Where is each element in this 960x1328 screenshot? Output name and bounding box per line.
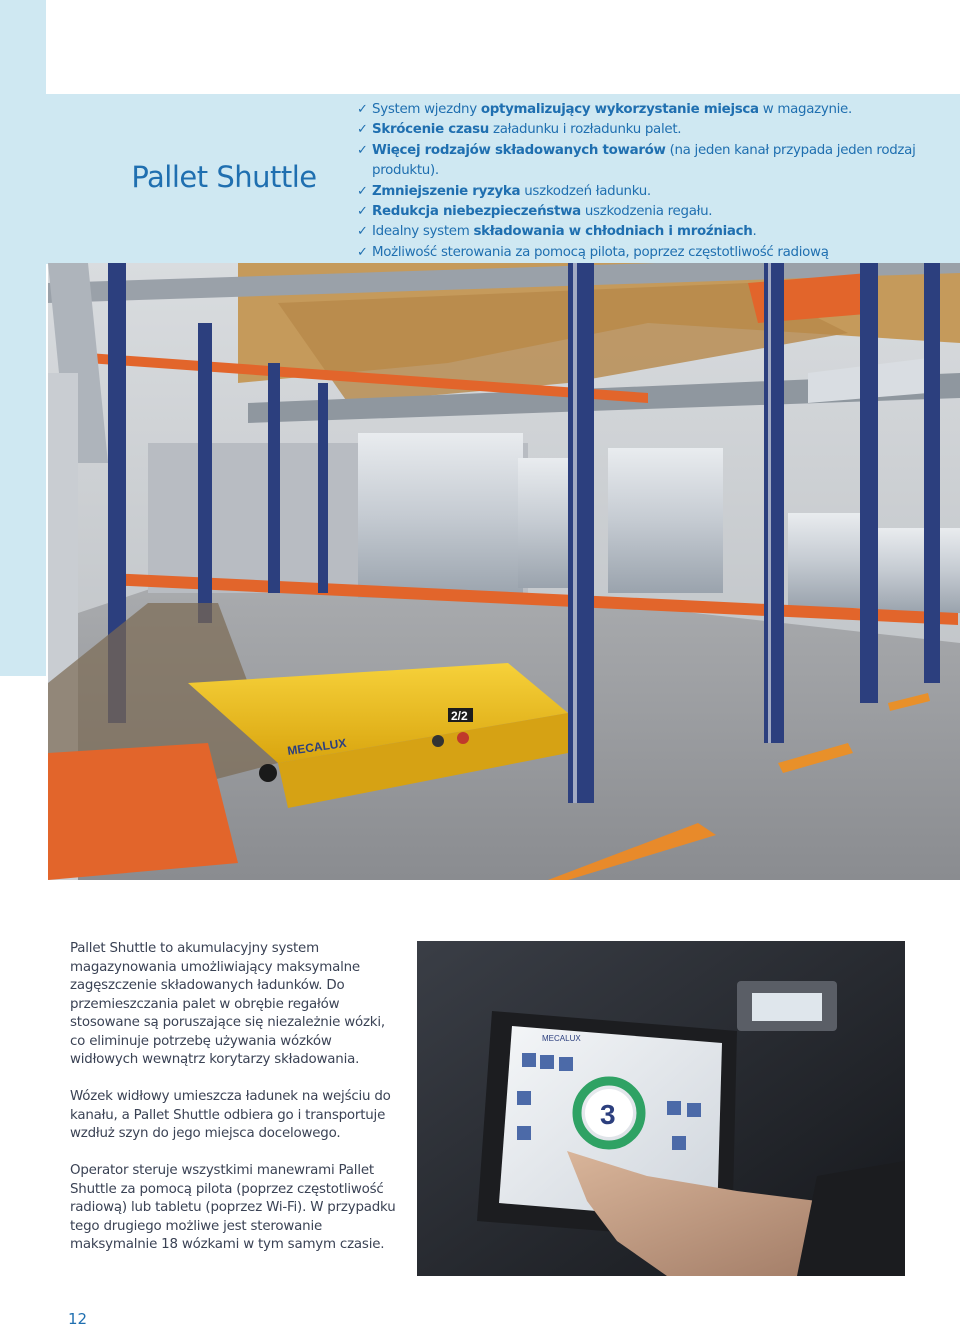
feature-text-segment: uszkodzeń ładunku. <box>520 183 651 199</box>
checkmark-icon: ✓ <box>357 183 368 199</box>
feature-list <box>357 100 947 284</box>
body-text <box>70 940 400 1273</box>
side-color-strip <box>0 0 46 676</box>
feature-text-segment: Możliwość sterowania za pomocą pilota, poprzez częstotliwość radiową <box>372 244 829 260</box>
checkmark-icon: ✓ <box>357 102 368 117</box>
page-title: Pallet Shuttle <box>131 160 317 194</box>
feature-item <box>357 202 947 222</box>
tablet-photo <box>417 941 905 1276</box>
feature-item <box>357 141 947 182</box>
feature-item <box>357 222 947 242</box>
feature-item <box>357 120 947 140</box>
checkmark-icon: ✓ <box>357 122 368 138</box>
checkmark-icon: ✓ <box>357 142 368 158</box>
feature-text-segment: składowania w chłodniach i mroźniach <box>473 224 753 240</box>
feature-text-segment: (na jeden kanał przypada jeden rodzaj produktu). <box>372 142 916 179</box>
checkmark-icon: ✓ <box>357 224 368 240</box>
body-paragraph: Pallet Shuttle to akumulacyjny system magazynowania umożliwiający maksymalne zagęszczenie składowanych ładunków. Do przemieszczania palet w obrębie regałów stosowane są poruszające się niezależnie wózki, co eliminuje potrzebę używania wózków widłowych wewnątrz korytarzy składowania. <box>70 941 385 1067</box>
feature-text-segment: załadunku i rozładunku palet. <box>489 122 682 138</box>
shuttle-plate: 2/2 <box>451 709 468 723</box>
feature-text-segment: Zmniejszenie ryzyka <box>372 183 521 199</box>
feature-text-segment: . <box>752 224 757 240</box>
feature-text-segment: Idealny system <box>372 224 474 240</box>
tablet-brand: MECALUX <box>542 1034 581 1043</box>
checkmark-icon: ✓ <box>357 244 368 260</box>
feature-text-segment: optymalizujący wykorzystanie miejsca <box>480 102 759 117</box>
feature-text-segment: Redukcja niebezpieczeństwa <box>372 204 581 220</box>
page-number: 12 <box>68 1310 88 1328</box>
feature-text-segment: System wjezdny <box>372 102 481 117</box>
shuttle-brand: MECALUX <box>286 735 348 758</box>
feature-text-segment: w magazynie. <box>758 102 852 117</box>
checkmark-icon: ✓ <box>357 204 368 220</box>
tablet-dial-number: 3 <box>600 1099 616 1130</box>
feature-item <box>357 100 947 120</box>
feature-text-segment: Skrócenie czasu <box>372 122 490 138</box>
feature-text-segment: Więcej rodzajów składowanych towarów <box>372 142 666 158</box>
body-paragraph: Operator steruje wszystkimi manewrami Pallet Shuttle za pomocą pilota (poprzez częstotliwość radiową) lub tabletu (poprzez Wi-Fi). W przypadku tego drugiego możliwe jest sterowanie maksymalnie 18 wózkami w tym samym czasie. <box>70 1163 396 1252</box>
body-paragraph: Wózek widłowy umieszcza ładunek na wejściu do kanału, a Pallet Shuttle odbiera go i transportuje wzdłuż szyn do jego miejsca docelowego. <box>70 1089 391 1141</box>
feature-text-segment: uszkodzenia regału. <box>580 204 713 220</box>
feature-item <box>357 182 947 202</box>
feature-item <box>357 243 947 263</box>
warehouse-photo <box>48 263 960 880</box>
